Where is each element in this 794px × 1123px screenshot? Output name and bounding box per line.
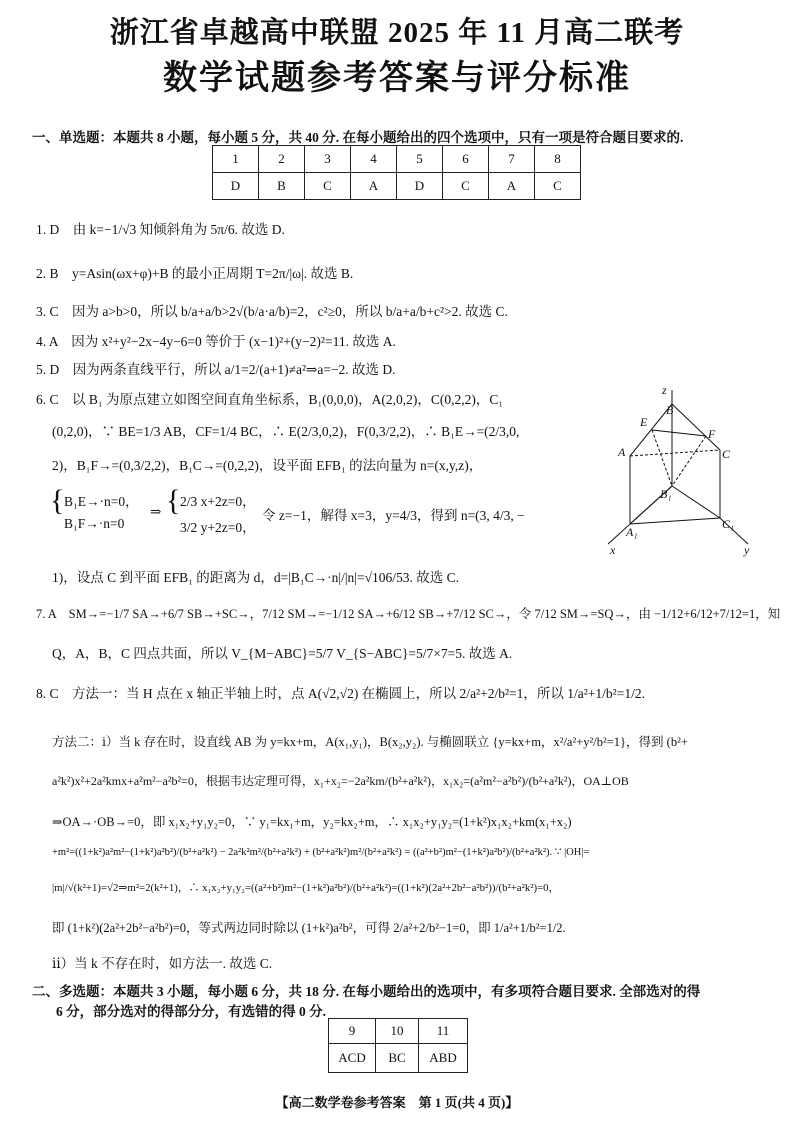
edge xyxy=(672,486,720,518)
segment-FB1 xyxy=(672,436,706,486)
figure-label: C₁ xyxy=(722,517,735,531)
exam-title: 浙江省卓越高中联盟 2025 年 11 月高二联考 xyxy=(109,17,685,49)
table-cell: C xyxy=(305,173,351,200)
section2-heading-line1: 二、多选题：本题共 3 小题，每小题 6 分，共 18 分. 在每小题给出的选项中，有多项符合题目要求. 全部选对的得 xyxy=(32,984,701,999)
solution-8-line5: +m²=((1+k²)a²m²−(1+k²)a²b²)/(b²+a²k²) − 2a²k²m²/(b²+a²k²) + (b²+a²k²)m²/(b²+a²k²) = ((a²+b²)m²−(1+k²)a²b²)/(b²+a²k²). ∵ |OH|= xyxy=(52,847,590,858)
solution-4: 4. A 因为 x²+y²−2x−4y−6=0 等价于 (x−1)²+(y−2)²=11. 故选 A. xyxy=(36,334,396,349)
figure-label: z xyxy=(662,386,667,397)
table-row-questions xyxy=(213,146,581,173)
table-cell: 11 xyxy=(419,1019,468,1044)
solution-8-line4: ⇒OA→·OB→=0，即 x₁x₂+y₁y₂=0，∵ y₁=kx₁+m，y₂=kx₂+m，∴ x₁x₂+y₁y₂=(1+k²)x₁x₂+km(x₁+x₂) xyxy=(52,815,572,829)
figure-label: F xyxy=(708,427,716,441)
table-cell: A xyxy=(489,173,535,200)
solution-8-line2: 方法二：ⅰ）当 k 存在时，设直线 AB 为 y=kx+m，A(x₁,y₁)，B(x₂,y₂). 与椭圆联立 {y=kx+m，x²/a²+y²/b²=1}，得到 (b²+ xyxy=(52,735,688,749)
solution-7-line1: 7. A SM→=−1/7 SA→+6/7 SB→+SC→，7/12 SM→=−1/12 SA→+6/12 SB→+7/12 SC→，令 7/12 SM→=SQ→，由 −1/12+6/12+7/12=1，知 xyxy=(36,607,781,621)
solution-2: 2. B y=Asin(ωx+φ)+B 的最小正周期 T=2π/|ω|. 故选 B. xyxy=(36,266,354,281)
table-cell: 1 xyxy=(213,146,259,173)
page-footer: 【高二数学卷参考答案 第 1 页(共 4 页)】 xyxy=(275,1095,519,1110)
solution-8-line8: ⅱ）当 k 不存在时，如方法一. 故选 C. xyxy=(52,956,273,971)
table-cell: 6 xyxy=(443,146,489,173)
section2-answer-table xyxy=(328,1018,468,1073)
prism-coordinate-figure xyxy=(600,386,760,558)
solution-6-line4: 令 z=−1，解得 x=3，y=4/3，得到 n=(3, 4/3, − xyxy=(262,508,525,523)
solution-6-eq1: B₁E→·n=0， xyxy=(64,494,139,509)
table-cell: D xyxy=(397,173,443,200)
solution-6-line1: 6. C 以 B₁ 为原点建立如图空间直角坐标系，B₁(0,0,0)，A(2,0,2)，C(0,2,2)，C₁ xyxy=(36,392,504,407)
section1-answer-table xyxy=(212,145,581,200)
table-row-questions xyxy=(329,1019,468,1044)
solution-3: 3. C 因为 a>b>0，所以 b/a+a/b>2√(b/a·a/b)=2，c²≥0，所以 b/a+a/b+c²>2. 故选 C. xyxy=(36,304,508,319)
table-row-answers xyxy=(329,1044,468,1073)
section2-heading-line2: 6 分，部分选对的得部分分，有选错的得 0 分. xyxy=(56,1004,326,1019)
table-cell: 4 xyxy=(351,146,397,173)
figure-label: x xyxy=(610,543,616,557)
solution-6-line2: (0,2,0)，∵ BE=1/3 AB，CF=1/4 BC，∴ E(2/3,0,2)，F(0,3/2,2)，∴ B₁E→=(2/3,0, xyxy=(52,424,520,439)
edge xyxy=(630,450,720,456)
table-cell: BC xyxy=(376,1044,419,1073)
table-cell: 3 xyxy=(305,146,351,173)
solution-6-eq3: 2/3 x+2z=0， xyxy=(180,494,256,509)
figure-label: E xyxy=(640,415,648,429)
table-cell: C xyxy=(535,173,581,200)
segment-EF xyxy=(652,430,706,436)
solution-6-eq4: 3/2 y+2z=0， xyxy=(180,520,256,535)
figure-label: C xyxy=(722,447,731,461)
table-cell: 7 xyxy=(489,146,535,173)
figure-label: y xyxy=(744,543,750,557)
table-cell: 9 xyxy=(329,1019,376,1044)
table-cell: 2 xyxy=(259,146,305,173)
solution-8-line1: 8. C 方法一：当 H 点在 x 轴正半轴上时，点 A(√2,√2) 在椭圆上，所以 2/a²+2/b²=1，所以 1/a²+1/b²=1/2. xyxy=(36,686,645,701)
figure-label: A₁ xyxy=(626,525,638,539)
table-cell: 10 xyxy=(376,1019,419,1044)
table-cell: 5 xyxy=(397,146,443,173)
table-cell: ABD xyxy=(419,1044,468,1073)
table-cell: B xyxy=(259,173,305,200)
table-cell: ACD xyxy=(329,1044,376,1073)
solution-5: 5. D 因为两条直线平行，所以 a/1=2/(a+1)≠a²⇒a=−2. 故选 D. xyxy=(36,362,396,377)
table-cell: C xyxy=(443,173,489,200)
solution-1: 1. D 由 k=−1/√3 知倾斜角为 5π/6. 故选 D. xyxy=(36,222,285,237)
table-row-answers xyxy=(213,173,581,200)
solution-8-line3: a²k²)x²+2a²kmx+a²m²−a²b²=0，根据韦达定理可得，x₁+x₂=−2a²km/(b²+a²k²)，x₁x₂=(a²m²−a²b²)/(b²+a²k²)，OA⊥OB xyxy=(52,774,629,788)
left-brace: { xyxy=(50,484,65,517)
table-cell: D xyxy=(213,173,259,200)
figure-label: B₁ xyxy=(660,487,672,501)
solution-7-line2: Q，A，B，C 四点共面，所以 V_{M−ABC}=5/7 V_{S−ABC}=5/7×7=5. 故选 A. xyxy=(52,646,513,661)
solution-8-line7: 即 (1+k²)(2a²+2b²−a²b²)=0，等式两边同时除以 (1+k²)a²b²，可得 2/a²+2/b²−1=0，即 1/a²+1/b²=1/2. xyxy=(52,921,566,935)
segment-EB1 xyxy=(652,430,672,486)
figure-label: B xyxy=(666,403,674,417)
left-brace: { xyxy=(166,484,181,517)
section1-heading: 一、单选题：本题共 8 小题，每小题 5 分，共 40 分. 在每小题给出的四个选项中，只有一项是符合题目要求的. xyxy=(32,130,684,145)
figure-label: A xyxy=(618,445,626,459)
table-cell: 8 xyxy=(535,146,581,173)
document-subtitle: 数学试题参考答案与评分标准 xyxy=(163,60,631,97)
solution-8-line6: |m|/√(k²+1)=√2⇒m²=2(k²+1)，∴ x₁x₂+y₁y₂=((a²+b²)m²−(1+k²)a²b²)/(b²+a²k²)=((1+k²)(2a²+2b²−a²b²))/(b²+a²k²)=0， xyxy=(52,882,560,894)
edge xyxy=(630,518,720,524)
implies-arrow: ⇒ xyxy=(150,504,162,519)
solution-6-eq2: B₁F→·n=0 xyxy=(64,516,125,531)
solution-6-line3: 2)，B₁F→=(0,3/2,2)，B₁C→=(0,2,2)，设平面 EFB₁ 的法向量为 n=(x,y,z)， xyxy=(52,458,483,473)
table-cell: A xyxy=(351,173,397,200)
solution-6-line5: 1)，设点 C 到平面 EFB₁ 的距离为 d，d=|B₁C→·n|/|n|=√106/53. 故选 C. xyxy=(52,570,460,585)
